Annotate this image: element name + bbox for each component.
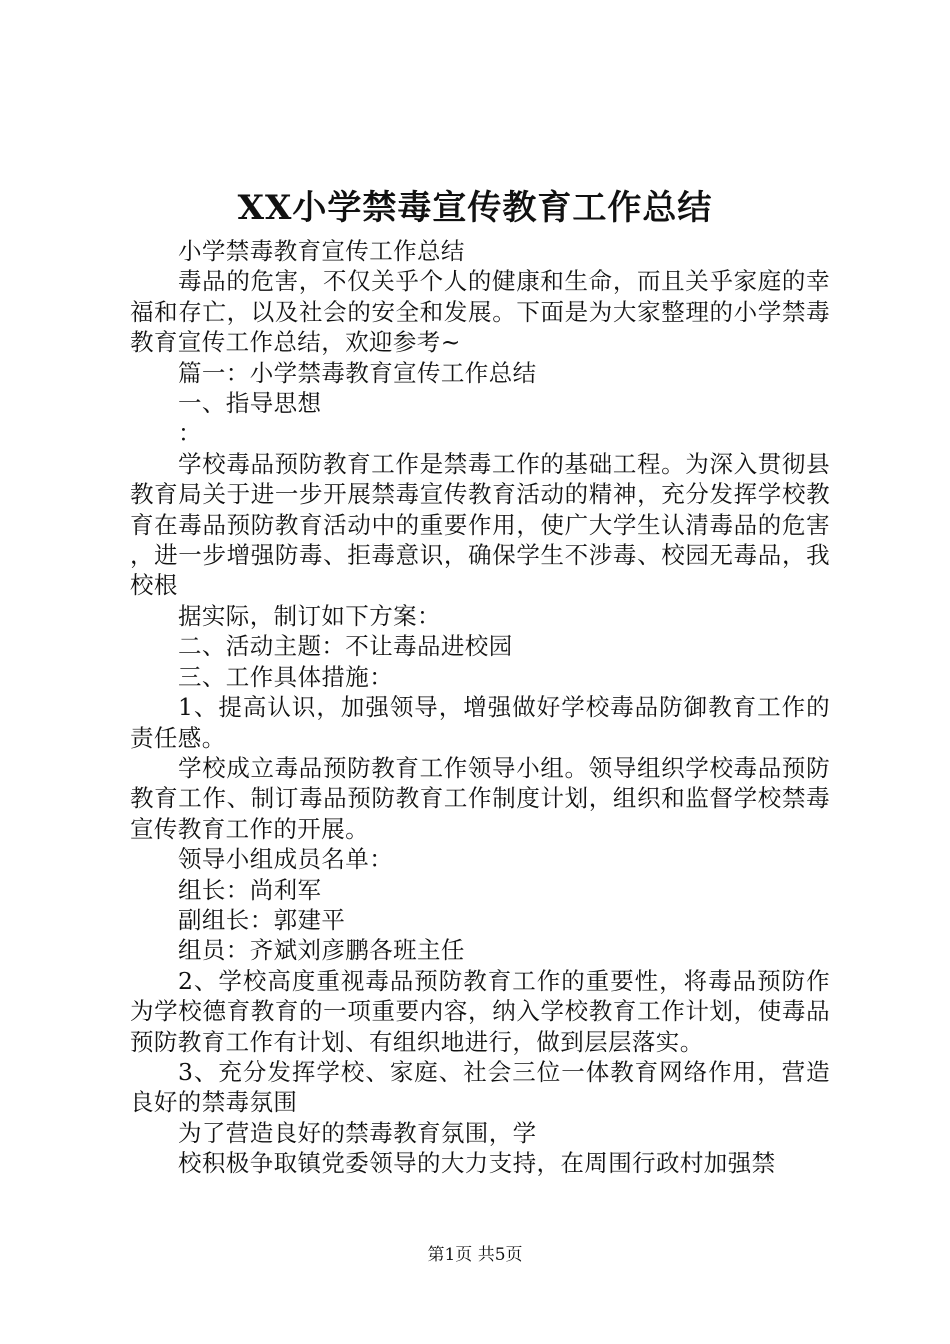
document-title: XX小学禁毒宣传教育工作总结	[237, 188, 713, 228]
page-number-footer: 第1页 共5页	[427, 1245, 523, 1265]
paragraph: 小学禁毒教育宣传工作总结	[178, 237, 465, 265]
paragraph: 二、活动主题：不让毒品进校园	[178, 632, 513, 661]
paragraph: 组员：齐斌刘彦鹏各班主任	[178, 936, 465, 965]
document-body	[130, 236, 830, 1179]
paragraph: 据实际，制订如下方案：	[178, 601, 441, 630]
paragraph: 1、提高认识，加强领导，增强做好学校毒品防御教育工作的责任感。	[130, 693, 830, 752]
paragraph: 篇一：小学禁毒教育宣传工作总结	[178, 358, 537, 387]
paragraph: 校积极争取镇党委领导的大力支持，在周围行政村加强禁	[178, 1149, 776, 1178]
paragraph: 组长：尚利军	[178, 875, 322, 904]
paragraph: 学校毒品预防教育工作是禁毒工作的基础工程。为深入贯彻县教育局关于进一步开展禁毒宣传教育活动的精神，充分发挥学校教育在毒品预防教育活动中的重要作用，使广大学生认清毒品的危害，进一步增强防毒、拒毒意识，确保学生不涉毒、校园无毒品，我校根	[130, 449, 830, 600]
paragraph: 3、充分发挥学校、家庭、社会三位一体教育网络作用，营造良好的禁毒氛围	[130, 1057, 830, 1117]
paragraph: 毒品的危害，不仅关乎个人的健康和生命，而且关乎家庭的幸福和存亡，以及社会的安全和发展。下面是为大家整理的小学禁毒教育宣传工作总结，欢迎参考~	[130, 267, 830, 357]
paragraph: 一、指导思想	[178, 389, 322, 418]
paragraph: 为了营造良好的禁毒教育氛围，学	[178, 1118, 537, 1147]
paragraph: 领导小组成员名单：	[178, 845, 394, 874]
paragraph: 2、学校高度重视毒品预防教育工作的重要性，将毒品预防作为学校德育教育的一项重要内容，纳入学校教育工作计划，使毒品预防教育工作有计划、有组织地进行，做到层层落实。	[130, 966, 830, 1056]
paragraph: ：	[178, 419, 202, 448]
paragraph: 学校成立毒品预防教育工作领导小组。领导组织学校毒品预防教育工作、制订毒品预防教育工作制度计划，组织和监督学校禁毒宣传教育工作的开展。	[130, 753, 830, 843]
paragraph: 副组长：郭建平	[178, 905, 346, 934]
paragraph: 三、工作具体措施：	[178, 662, 394, 691]
